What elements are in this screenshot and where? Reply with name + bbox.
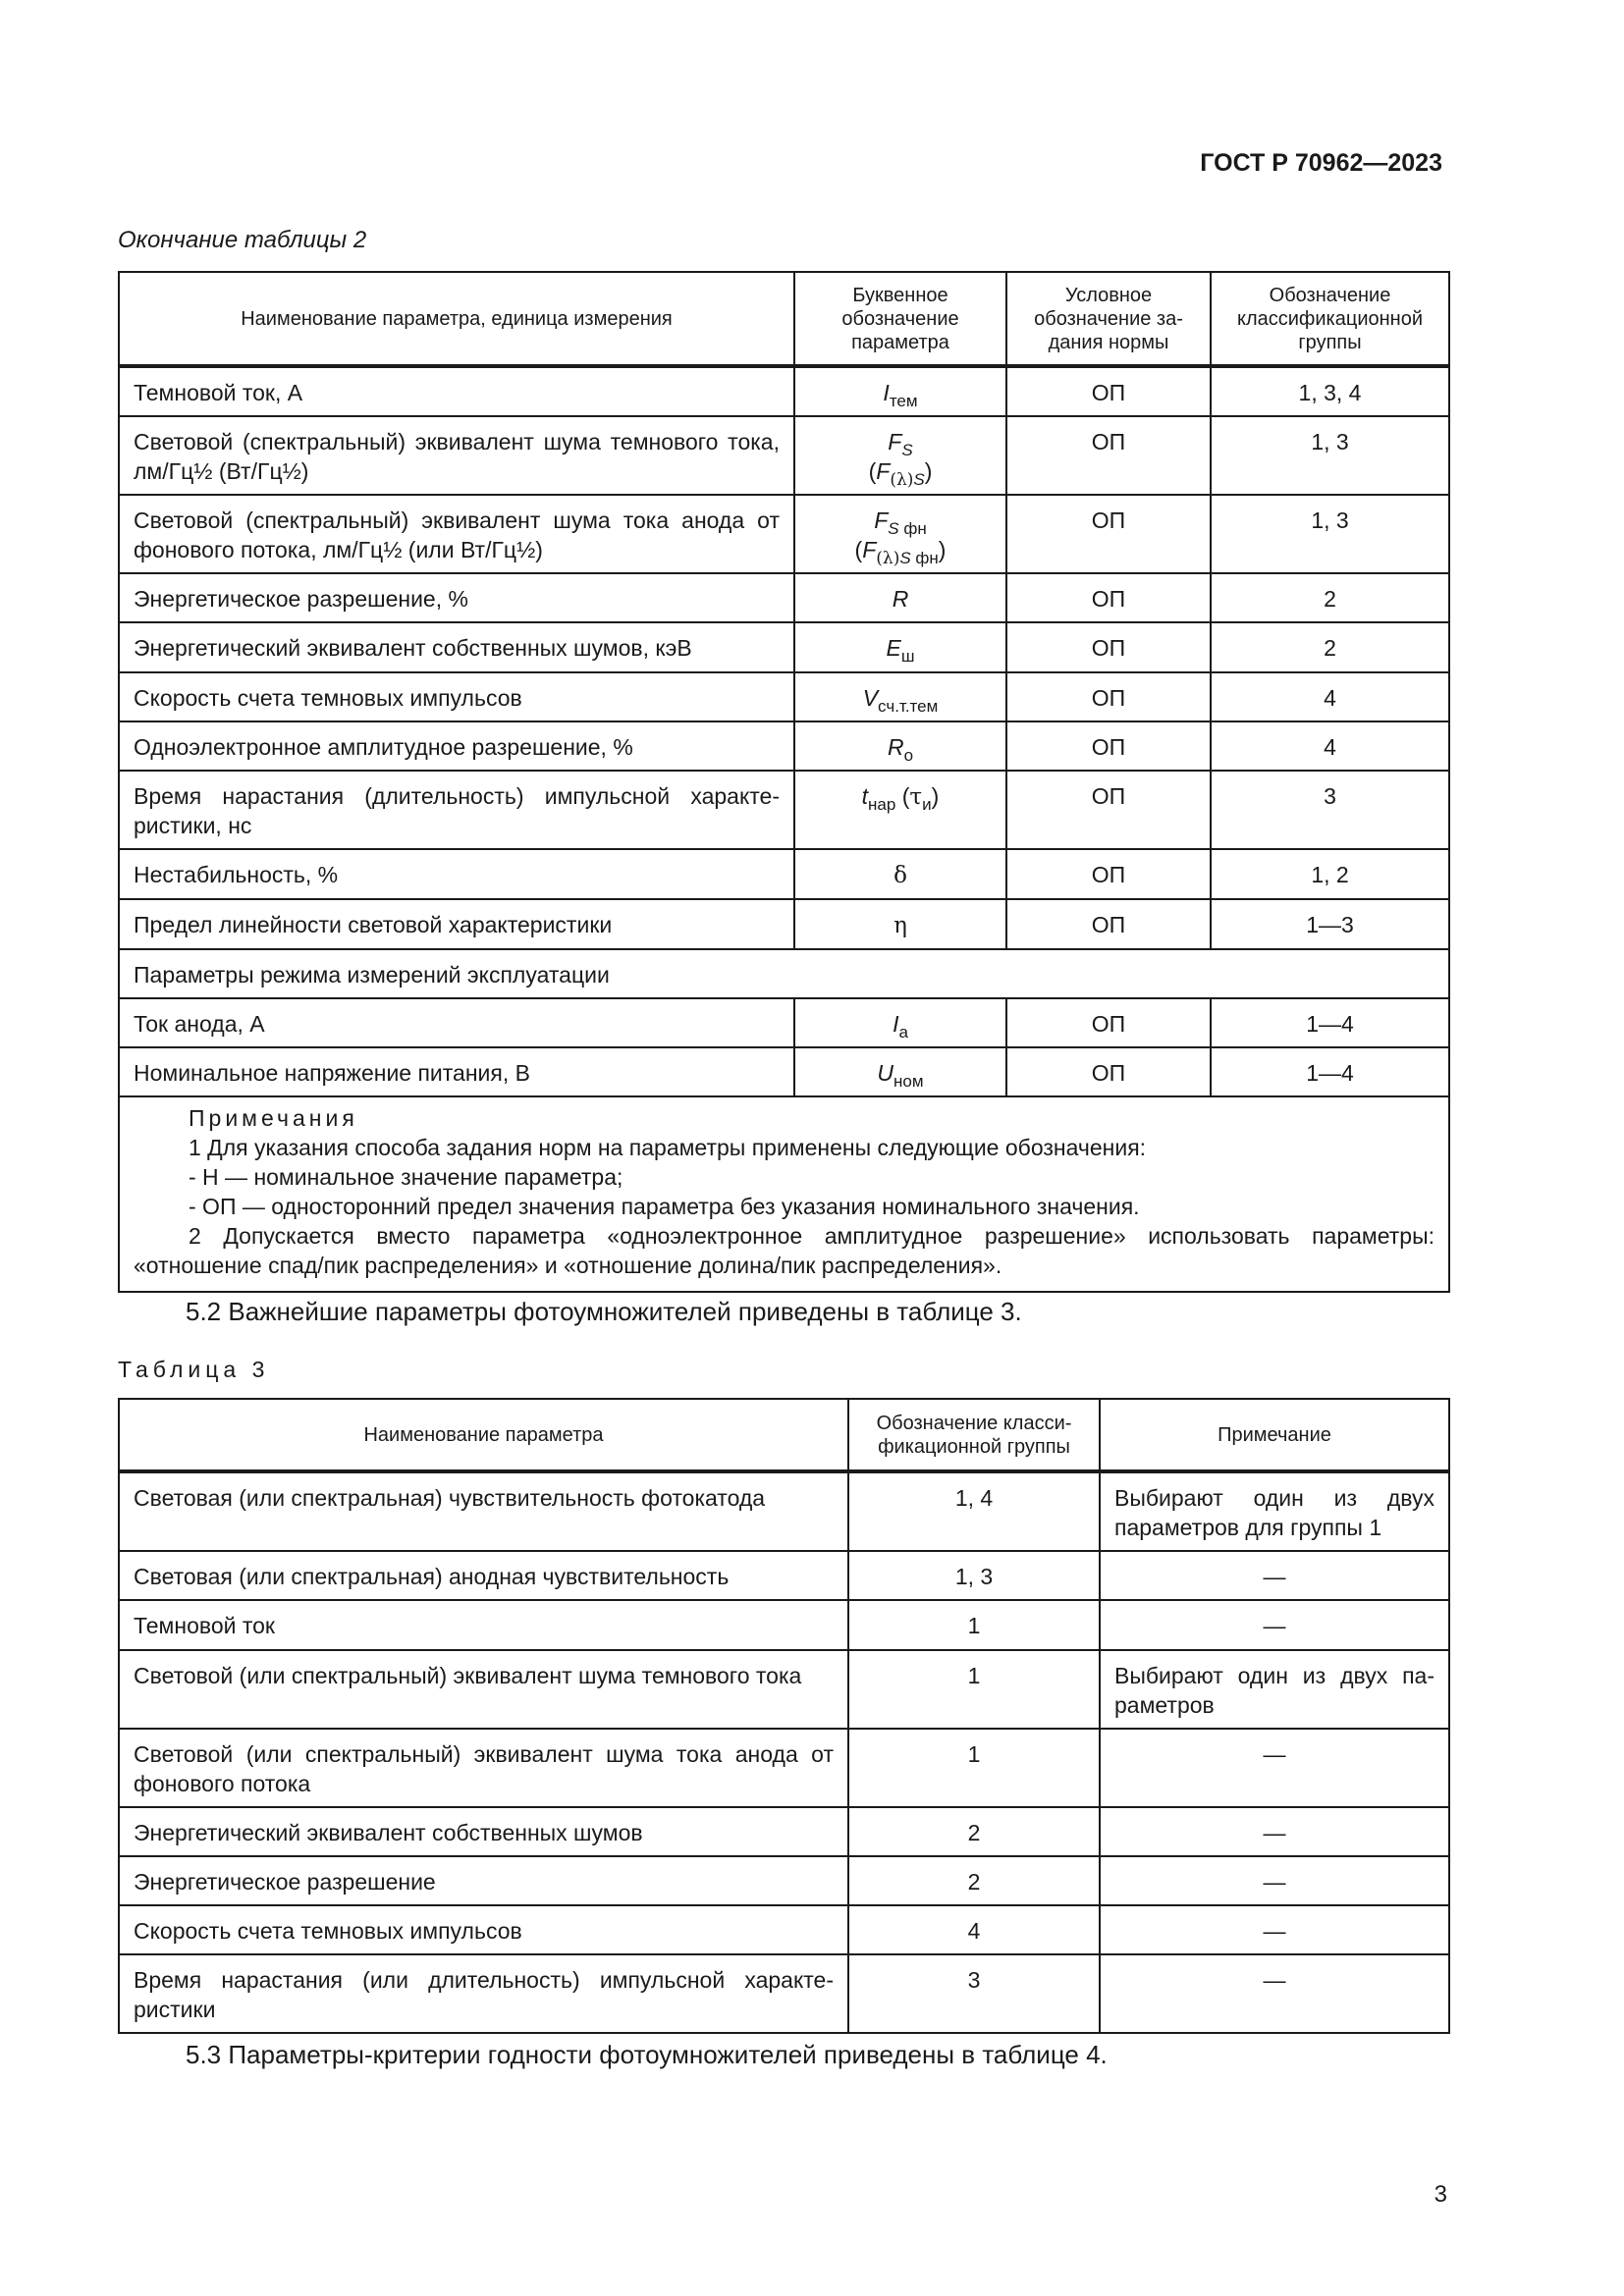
param-name: Темновой ток: [119, 1600, 848, 1650]
table3-header-group: Обозначение класси-фикационной группы: [848, 1399, 1100, 1471]
class-group: 2: [848, 1856, 1100, 1905]
param-symbol: $F_{S фн}$ $(F_{(\lambda)S фн})$: [794, 495, 1006, 573]
table3-title: Таблица 3: [118, 1357, 270, 1382]
param-name: Скорость счета темновых импульсов: [119, 1905, 848, 1954]
table-row: [119, 771, 1449, 849]
norm-type: ОП: [1006, 849, 1211, 899]
param-name: Скорость счета темновых импульсов: [119, 672, 794, 721]
class-group: 2: [1211, 573, 1449, 622]
paragraph-5-3: 5.3 Параметры-критерии годности фотоумножителей приведены в таблице 4.: [186, 2040, 1108, 2069]
param-note: —: [1100, 1954, 1449, 2033]
note-line: 2 Допускается вместо параметра «одноэлектронное амплитудное разрешение» использовать параметры: «отношение спад/пик распределения» и «отношение долина/пик распределения».: [134, 1223, 1435, 1278]
param-name: Время нарастания (длительность) импульсной характе-ристики, нс: [119, 771, 794, 849]
section-heading: Параметры режима измерений эксплуатации: [119, 949, 1449, 998]
paragraph-5-2: 5.2 Важнейшие параметры фотоумножителей приведены в таблице 3.: [186, 1297, 1022, 1326]
class-group: 1, 4: [848, 1471, 1100, 1551]
note-line: - Н — номинальное значение параметра;: [189, 1164, 623, 1190]
param-name: Световая (или спектральная) чувствительность фотокатода: [119, 1471, 848, 1551]
param-name: Ток анода, А: [119, 998, 794, 1047]
table-row: [119, 899, 1449, 949]
class-group: 2: [1211, 622, 1449, 672]
param-name: Световой (спектральный) эквивалент шума темнового тока, лм/Гц½ (Вт/Гц½): [119, 416, 794, 495]
param-symbol: δ: [794, 849, 1006, 899]
param-symbol: $U_{ном}$: [794, 1047, 1006, 1096]
param-note: —: [1100, 1729, 1449, 1807]
table-section-row: [119, 949, 1449, 998]
class-group: 1: [848, 1600, 1100, 1650]
class-group: 1, 2: [1211, 849, 1449, 899]
param-name: Энергетический эквивалент собственных шумов, кэВ: [119, 622, 794, 672]
class-group: 1, 3: [848, 1551, 1100, 1600]
table-row: [119, 1551, 1449, 1600]
table-row: [119, 1729, 1449, 1807]
param-symbol: $F_S$ $(F_{(\lambda)S})$: [794, 416, 1006, 495]
table-row: [119, 1650, 1449, 1729]
param-name: Световой (или спектральный) эквивалент шума темнового тока: [119, 1650, 848, 1729]
param-name: Световая (или спектральная) анодная чувствительность: [119, 1551, 848, 1600]
param-name: Одноэлектронное амплитудное разрешение, %: [119, 721, 794, 771]
table-row: [119, 416, 1449, 495]
class-group: 1—4: [1211, 998, 1449, 1047]
norm-type: ОП: [1006, 771, 1211, 849]
param-symbol: $I_{тем}$: [794, 366, 1006, 416]
param-symbol: $I_а$: [794, 998, 1006, 1047]
param-name: Темновой ток, А: [119, 366, 794, 416]
param-note: —: [1100, 1807, 1449, 1856]
param-name: Энергетическое разрешение, %: [119, 573, 794, 622]
norm-type: ОП: [1006, 998, 1211, 1047]
table-notes-row: [119, 1096, 1449, 1292]
class-group: 4: [1211, 721, 1449, 771]
param-symbol: R: [794, 573, 1006, 622]
table2-header-name: Наименование параметра, единица измерения: [119, 272, 794, 366]
param-note: —: [1100, 1551, 1449, 1600]
table2-header-group: Обозначение классификационной группы: [1211, 272, 1449, 366]
table2-header-symbol: Буквенное обозначение параметра: [794, 272, 1006, 366]
param-note: Выбирают один из двух параметров для группы 1: [1100, 1471, 1449, 1551]
table-2: [118, 271, 1450, 1293]
norm-type: ОП: [1006, 495, 1211, 573]
param-name: Световой (спектральный) эквивалент шума тока анода от фонового потока, лм/Гц½ (или Вт/Гц½): [119, 495, 794, 573]
param-name: Энергетическое разрешение: [119, 1856, 848, 1905]
table2-header-norm: Условное обозначение за-дания нормы: [1006, 272, 1211, 366]
class-group: 3: [848, 1954, 1100, 2033]
class-group: 1—3: [1211, 899, 1449, 949]
param-note: —: [1100, 1856, 1449, 1905]
param-note: Выбирают один из двух па-раметров: [1100, 1650, 1449, 1729]
table-row: [119, 672, 1449, 721]
class-group: 4: [848, 1905, 1100, 1954]
table-row: [119, 1905, 1449, 1954]
table3-header-row: [119, 1399, 1449, 1471]
table-row: [119, 1954, 1449, 2033]
table-row: [119, 998, 1449, 1047]
class-group: 1, 3: [1211, 495, 1449, 573]
table-row: [119, 1471, 1449, 1551]
param-name: Энергетический эквивалент собственных шумов: [119, 1807, 848, 1856]
table-notes: [119, 1096, 1449, 1292]
norm-type: ОП: [1006, 1047, 1211, 1096]
table3-header-note: Примечание: [1100, 1399, 1449, 1471]
norm-type: ОП: [1006, 899, 1211, 949]
norm-type: ОП: [1006, 672, 1211, 721]
table-row: [119, 1047, 1449, 1096]
param-note: —: [1100, 1905, 1449, 1954]
norm-type: ОП: [1006, 721, 1211, 771]
table-row: [119, 366, 1449, 416]
param-name: Номинальное напряжение питания, В: [119, 1047, 794, 1096]
table-row: [119, 622, 1449, 672]
note-line: - ОП — односторонний предел значения параметра без указания номинального значения.: [189, 1194, 1140, 1219]
table-row: [119, 573, 1449, 622]
table-3: [118, 1398, 1450, 2034]
norm-type: ОП: [1006, 573, 1211, 622]
class-group: 1: [848, 1650, 1100, 1729]
class-group: 4: [1211, 672, 1449, 721]
param-name: Световой (или спектральный) эквивалент шума тока анода от фонового потока: [119, 1729, 848, 1807]
class-group: 1: [848, 1729, 1100, 1807]
table3-header-name: Наименование параметра: [119, 1399, 848, 1471]
table2-caption: Окончание таблицы 2: [118, 227, 367, 253]
page-number: 3: [1434, 2181, 1447, 2208]
table-row: [119, 1856, 1449, 1905]
param-name: Предел линейности световой характеристики: [119, 899, 794, 949]
param-note: —: [1100, 1600, 1449, 1650]
param-name: Время нарастания (или длительность) импульсной характе-ристики: [119, 1954, 848, 2033]
class-group: 3: [1211, 771, 1449, 849]
class-group: 1, 3, 4: [1211, 366, 1449, 416]
param-symbol: η: [794, 899, 1006, 949]
table-row: [119, 1600, 1449, 1650]
table-row: [119, 849, 1449, 899]
param-name: Нестабильность, %: [119, 849, 794, 899]
param-symbol: $E_ш$: [794, 622, 1006, 672]
table-row: [119, 495, 1449, 573]
norm-type: ОП: [1006, 416, 1211, 495]
class-group: 1—4: [1211, 1047, 1449, 1096]
note-line: 1 Для указания способа задания норм на параметры применены следующие обозначения:: [189, 1135, 1147, 1160]
norm-type: ОП: [1006, 366, 1211, 416]
standard-number: ГОСТ Р 70962—2023: [1200, 149, 1442, 177]
norm-type: ОП: [1006, 622, 1211, 672]
notes-heading: Примечания: [189, 1105, 358, 1131]
table2-header-row: [119, 272, 1449, 366]
param-symbol: $t_{нар}$ $(\tau_и)$: [794, 771, 1006, 849]
table-row: [119, 1807, 1449, 1856]
class-group: 2: [848, 1807, 1100, 1856]
param-symbol: $V_{сч.т.тем}$: [794, 672, 1006, 721]
table-row: [119, 721, 1449, 771]
param-symbol: $R_о$: [794, 721, 1006, 771]
class-group: 1, 3: [1211, 416, 1449, 495]
